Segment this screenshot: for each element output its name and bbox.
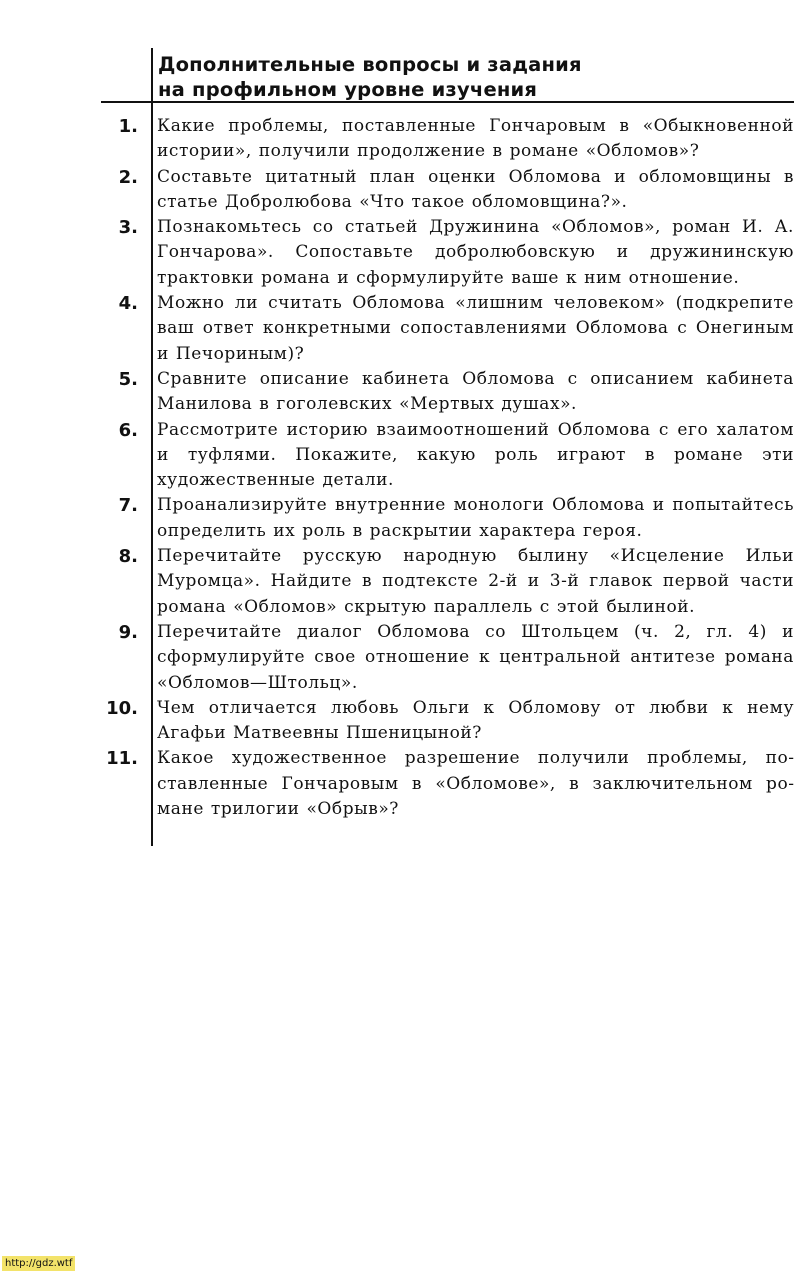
questions-list: [0, 114, 803, 822]
question-text: Составьте цитатный план оценки Обломова и обломовщины в статье Добролюбова «Что такое обломовщина?».: [157, 166, 794, 212]
question-item: [0, 493, 803, 544]
question-number: 11.: [106, 748, 138, 770]
question-item: [0, 114, 803, 165]
question-text: Познакомьтесь со статьей Дружинина «Обломов», роман И. А. Гончарова». Сопоставьте добролюбовскую и дружининскую трактовки романа и сформулируйте ваше к ним отношение.: [157, 217, 794, 288]
question-number: 3.: [118, 217, 138, 239]
question-text: Можно ли считать Обломова «лишним человеком» (подкрепите ваш ответ конкретными сопоставлениями Обломова с Онегиным и Печориным)?: [157, 293, 794, 364]
question-item: [0, 165, 803, 216]
question-text: Чем отличается любовь Ольги к Обломову от любви к нему Агафьи Матвеевны Пшеницыной?: [157, 697, 794, 744]
question-item: [0, 696, 803, 747]
question-text: Рассмотрите историю взаимоотношений Обломова с его халатом и туфлями. Покажите, какую роль играют в романе эти художественные детали.: [157, 419, 794, 491]
question-item: [0, 746, 803, 822]
question-item: [0, 367, 803, 418]
question-text: Какие проблемы, поставленные Гончаровым в «Обыкновенной истории», получили продолжение в романе «Обломов»?: [157, 116, 794, 162]
question-number: 10.: [106, 697, 138, 719]
question-number: 1.: [118, 116, 138, 137]
question-text: Перечитайте диалог Обломова со Штольцем (ч. 2, гл. 4) и сформулируйте свое отношение к центральной антитезе романа «Обломов—Штольц».: [157, 621, 794, 693]
heading-line-1: Дополнительные вопросы и задания: [158, 53, 582, 76]
question-item: [0, 215, 803, 291]
question-number: 8.: [118, 546, 138, 568]
question-number: 6.: [118, 419, 138, 441]
question-text: Проанализируйте внутренние монологи Обломова и попытайтесь определить их роль в раскрытии характера героя.: [157, 495, 794, 541]
question-item: [0, 544, 803, 620]
question-item: [0, 418, 803, 494]
section-heading: [158, 52, 582, 102]
question-number: 9.: [118, 621, 138, 643]
watermark-link[interactable]: http://gdz.wtf: [2, 1256, 75, 1271]
question-number: 5.: [118, 368, 138, 390]
question-text: Какое художественное разрешение получили проблемы, поставленные Гончаровым в «Обломове», в заключительном романе трилогии «Обрыв»?: [157, 748, 794, 820]
question-number: 7.: [118, 495, 138, 517]
question-number: 2.: [118, 166, 138, 188]
question-item: [0, 291, 803, 367]
question-text: Перечитайте русскую народную былину «Исцеление Ильи Муромца». Найдите в подтексте 2-й и 3-й главок первой части романа «Обломов» скрытую параллель с этой былиной.: [157, 546, 794, 617]
question-text: Сравните описание кабинета Обломова с описанием кабинета Манилова в гоголевских «Мертвых душах».: [157, 368, 794, 415]
heading-line-2: на профильном уровне изучения: [158, 78, 538, 101]
question-item: [0, 620, 803, 696]
question-number: 4.: [118, 293, 138, 315]
